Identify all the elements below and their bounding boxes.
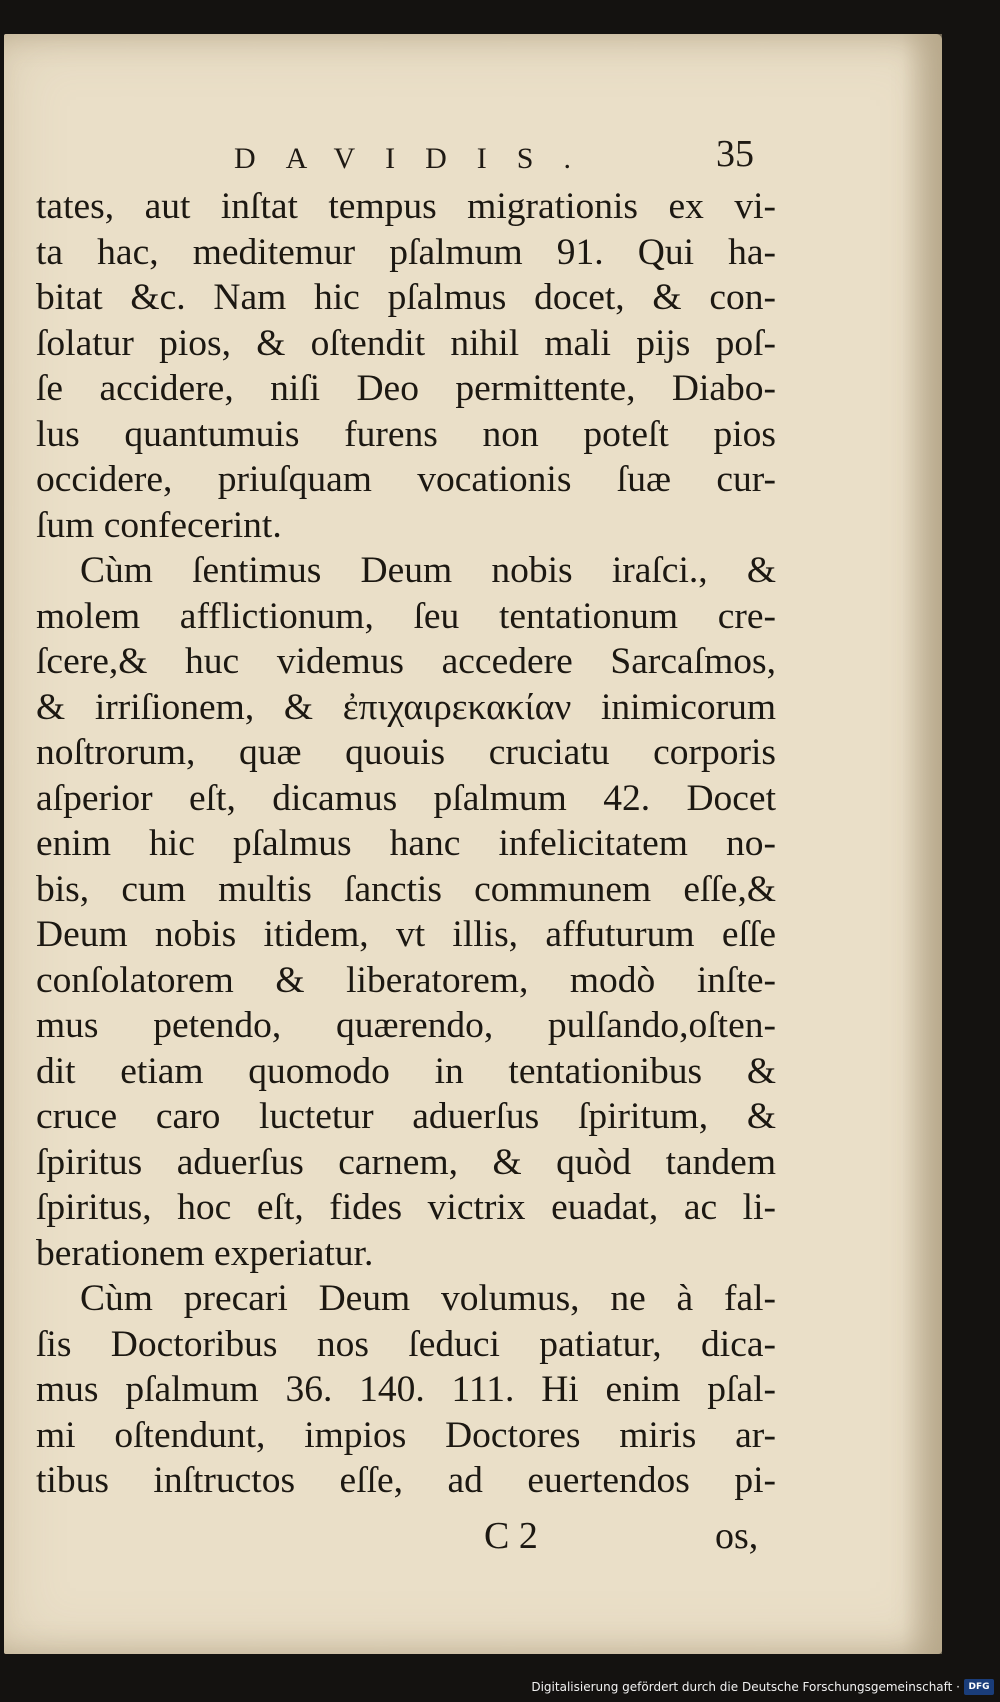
text-line: molem afflictionum, ſeu tentationum cre-	[36, 595, 776, 637]
text-line: occidere, priuſquam vocationis ſuæ cur-	[36, 459, 776, 500]
text-line: berationem experiatur.	[36, 1232, 374, 1274]
body-text	[36, 184, 776, 1504]
text-line: mi oſtendunt, impios Doctores miris ar-	[36, 1414, 776, 1456]
text-line: ſcere,& huc videmus accedere Sarcaſmos,	[36, 641, 776, 682]
text-line: Cùm ſentimus Deum nobis iraſci., &	[80, 550, 776, 591]
book-page	[4, 34, 942, 1654]
text-line: lus quantumuis furens non poteſt pios	[36, 413, 776, 455]
text-line: ſis Doctoribus nos ſeduci patiatur, dica-	[36, 1323, 776, 1365]
text-line: ſpiritus aduerſus carnem, & quòd tandem	[36, 1141, 776, 1183]
text-line: & irriſionem, & ἐπιχαιρεκακίαν inimicorum	[36, 686, 776, 728]
text-line: cruce caro luctetur aduerſus ſpiritum, &	[36, 1096, 776, 1137]
text-line: tibus inſtructos eſſe, ad euertendos pi-	[36, 1460, 776, 1501]
text-line: bis, cum multis ſanctis communem eſſe,&	[36, 868, 776, 910]
text-line: enim hic pſalmus hanc infelicitatem no-	[36, 823, 776, 864]
text-line: ta hac, meditemur pſalmum 91. Qui ha-	[36, 231, 776, 273]
running-head: DAVIDIS.	[234, 142, 601, 175]
text-line: tates, aut inſtat tempus migrationis ex vi-	[36, 186, 776, 227]
text-line: ſpiritus, hoc eſt, fides victrix euadat, ac li-	[36, 1187, 776, 1228]
text-line: Cùm precari Deum volumus, ne à fal-	[80, 1278, 776, 1319]
text-line: ſolatur pios, & oſtendit nihil mali pijs poſ-	[36, 322, 776, 364]
text-line: mus pſalmum 36. 140. 111. Hi enim pſal-	[36, 1369, 776, 1410]
signature-mark: C 2	[484, 1515, 538, 1557]
text-line: mus petendo, quærendo, pulſando,oſten-	[36, 1005, 776, 1046]
catchword: os,	[715, 1515, 759, 1557]
page-number: 35	[716, 133, 754, 175]
dfg-logo: DFG	[964, 1679, 994, 1695]
text-line: conſolatorem & liberatorem, modò inſte-	[36, 959, 776, 1001]
text-line: Deum nobis itidem, vt illis, affuturum eſſe	[36, 914, 776, 955]
text-line: dit etiam quomodo in tentationibus &	[36, 1050, 776, 1092]
text-line: noſtrorum, quæ quouis cruciatu corporis	[36, 732, 776, 773]
text-line: bitat &c. Nam hic pſalmus docet, & con-	[36, 277, 776, 318]
text-line: ſe accidere, niſi Deo permittente, Diabo-	[36, 368, 776, 409]
funding-credit: Digitalisierung gefördert durch die Deutsche Forschungsgemeinschaft ·	[531, 1680, 960, 1694]
text-line: aſperior eſt, dicamus pſalmum 42. Docet	[36, 777, 776, 819]
text-line: ſum confecerint.	[36, 504, 282, 546]
viewer-footer	[0, 1664, 1000, 1702]
